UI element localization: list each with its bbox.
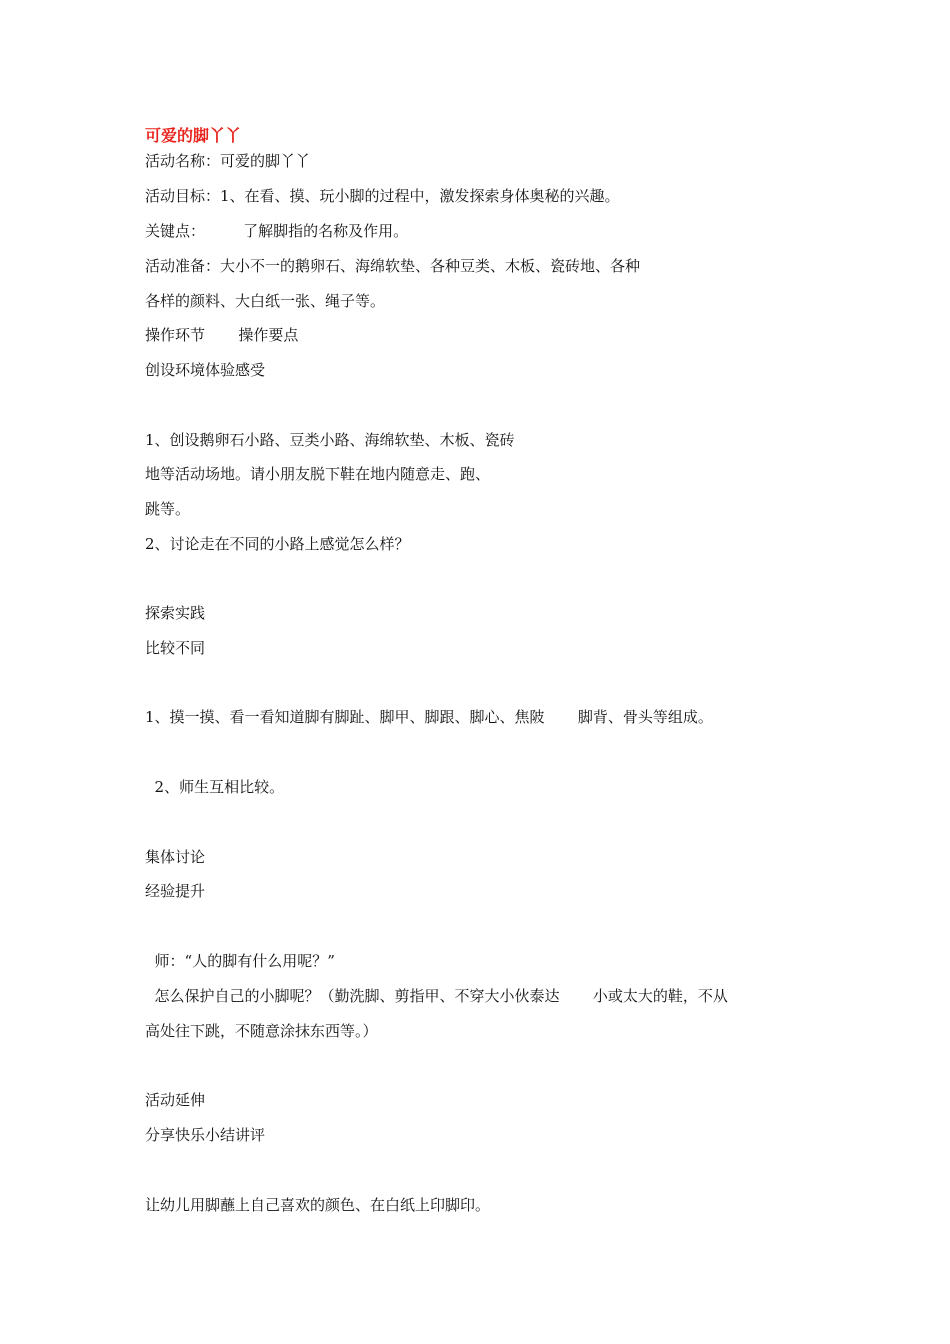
preparation-line-1: 活动准备：大小不一的鹅卵石、海绵软垫、各种豆类、木板、瓷砖地、各种: [145, 257, 641, 275]
section1-item1-line-a: 1、创设鹅卵石小路、豆类小路、海绵软垫、木板、瓷砖: [145, 431, 515, 449]
section4-text: 让幼儿用脚蘸上自己喜欢的颜色、在白纸上印脚印。: [145, 1196, 491, 1214]
section4-title-b: 分享快乐小结讲评: [145, 1126, 266, 1144]
section2-item2: 2、师生互相比较。: [145, 778, 285, 796]
section1-title: 创设环境体验感受: [145, 361, 266, 379]
section3-question-2: 怎么保护自己的小脚呢？（勤洗脚、剪指甲、不穿大小伙泰达 小或太大的鞋，不从: [145, 987, 728, 1005]
activity-goal: 活动目标：1、在看、摸、玩小脚的过程中，激发探索身体奥秘的兴趣。: [145, 187, 620, 205]
section3-question-3: 高处往下跳，不随意涂抹东西等。）: [145, 1022, 378, 1040]
section2-item1: 1、摸一摸、看一看知道脚有脚趾、脚甲、脚跟、脚心、焦陂 脚背、骨头等组成。: [145, 708, 713, 726]
section1-item1-line-c: 跳等。: [145, 500, 191, 518]
section2-title-a: 探索实践: [145, 604, 206, 622]
section1-item2: 2、讨论走在不同的小路上感觉怎么样？: [145, 535, 410, 553]
table-header: 操作环节 操作要点: [145, 326, 299, 344]
preparation-line-2: 各样的颜料、大白纸一张、绳子等。: [145, 292, 386, 310]
section2-title-b: 比较不同: [145, 639, 206, 657]
section3-question-1: 师：“人的脚有什么用呢？”: [145, 952, 335, 970]
section4-title-a: 活动延伸: [145, 1091, 206, 1109]
section3-title-b: 经验提升: [145, 882, 206, 900]
key-point: 关键点： 了解脚指的名称及作用。: [145, 222, 409, 240]
document-title: 可爱的脚丫丫: [145, 126, 242, 145]
activity-name: 活动名称：可爱的脚丫丫: [145, 152, 311, 170]
section3-title-a: 集体讨论: [145, 848, 206, 866]
section1-item1-line-b: 地等活动场地。请小朋友脱下鞋在地内随意走、跑、: [145, 465, 491, 483]
